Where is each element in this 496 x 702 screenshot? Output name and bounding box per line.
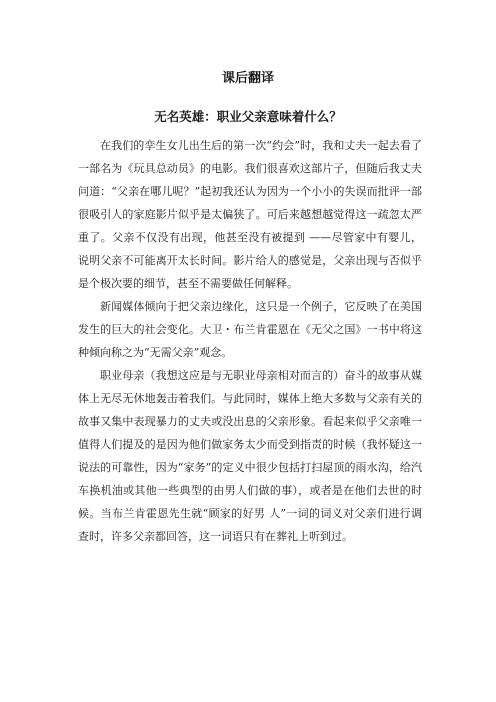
article-body [78, 134, 422, 548]
paragraph-3: 职业母亲（我想这应是与无职业母亲相对而言的）奋斗的故事从媒体上无尽无休地轰击着我们。与此同时，媒体上绝大多数与父亲有关的故事又集中表现暴力的丈夫或没出息的父亲形象。看起来似乎父亲唯一值得人们提及的是因为他们做家务太少而受到指责的时候（我怀疑这一说法的可靠性，因为“家务”的定义中很少包括打扫屋顶的雨水沟，给汽车换机油或其他一些典型的由男人们做的事），或者是在他们去世的时候。当布兰肯霍恩先生就“顾家的好男 人”一词的词义对父亲们进行调查时，许多父亲都回答，这一词语只有在葬礼上听到过。 [78, 369, 422, 543]
document-heading: 课后翻译 [221, 71, 274, 86]
paragraph-1: 在我们的孪生女儿出生后的第一次“约会”时，我和丈夫一起去看了一部名为《玩具总动员》的电影。我们很喜欢这部片子，但随后我丈夫问道：“父亲在哪儿呢？”起初我还认为因为一个小小的失误而批评一部很吸引人的家庭影片似乎是太偏狭了。可后来越想越觉得这一疏忽太严重了。父亲不仅没有出现，他甚至没有被提到 ——尽管家中有婴儿，说明父亲不可能离开太长时间。影片给人的感觉是，父亲出现与否似乎是个极次要的细节，甚至不需要做任何解释。 [78, 139, 422, 290]
article-title: 无名英雄：职业父亲意味着什么？ [154, 109, 342, 124]
paragraph-2: 新闻媒体倾向于把父亲边缘化，这只是一个例子，它反映了在美国发生的巨大的社会变化。大卫・布兰肯霍恩在《无父之国》一书中将这种倾向称之为“无需父亲”观念。 [78, 300, 422, 359]
